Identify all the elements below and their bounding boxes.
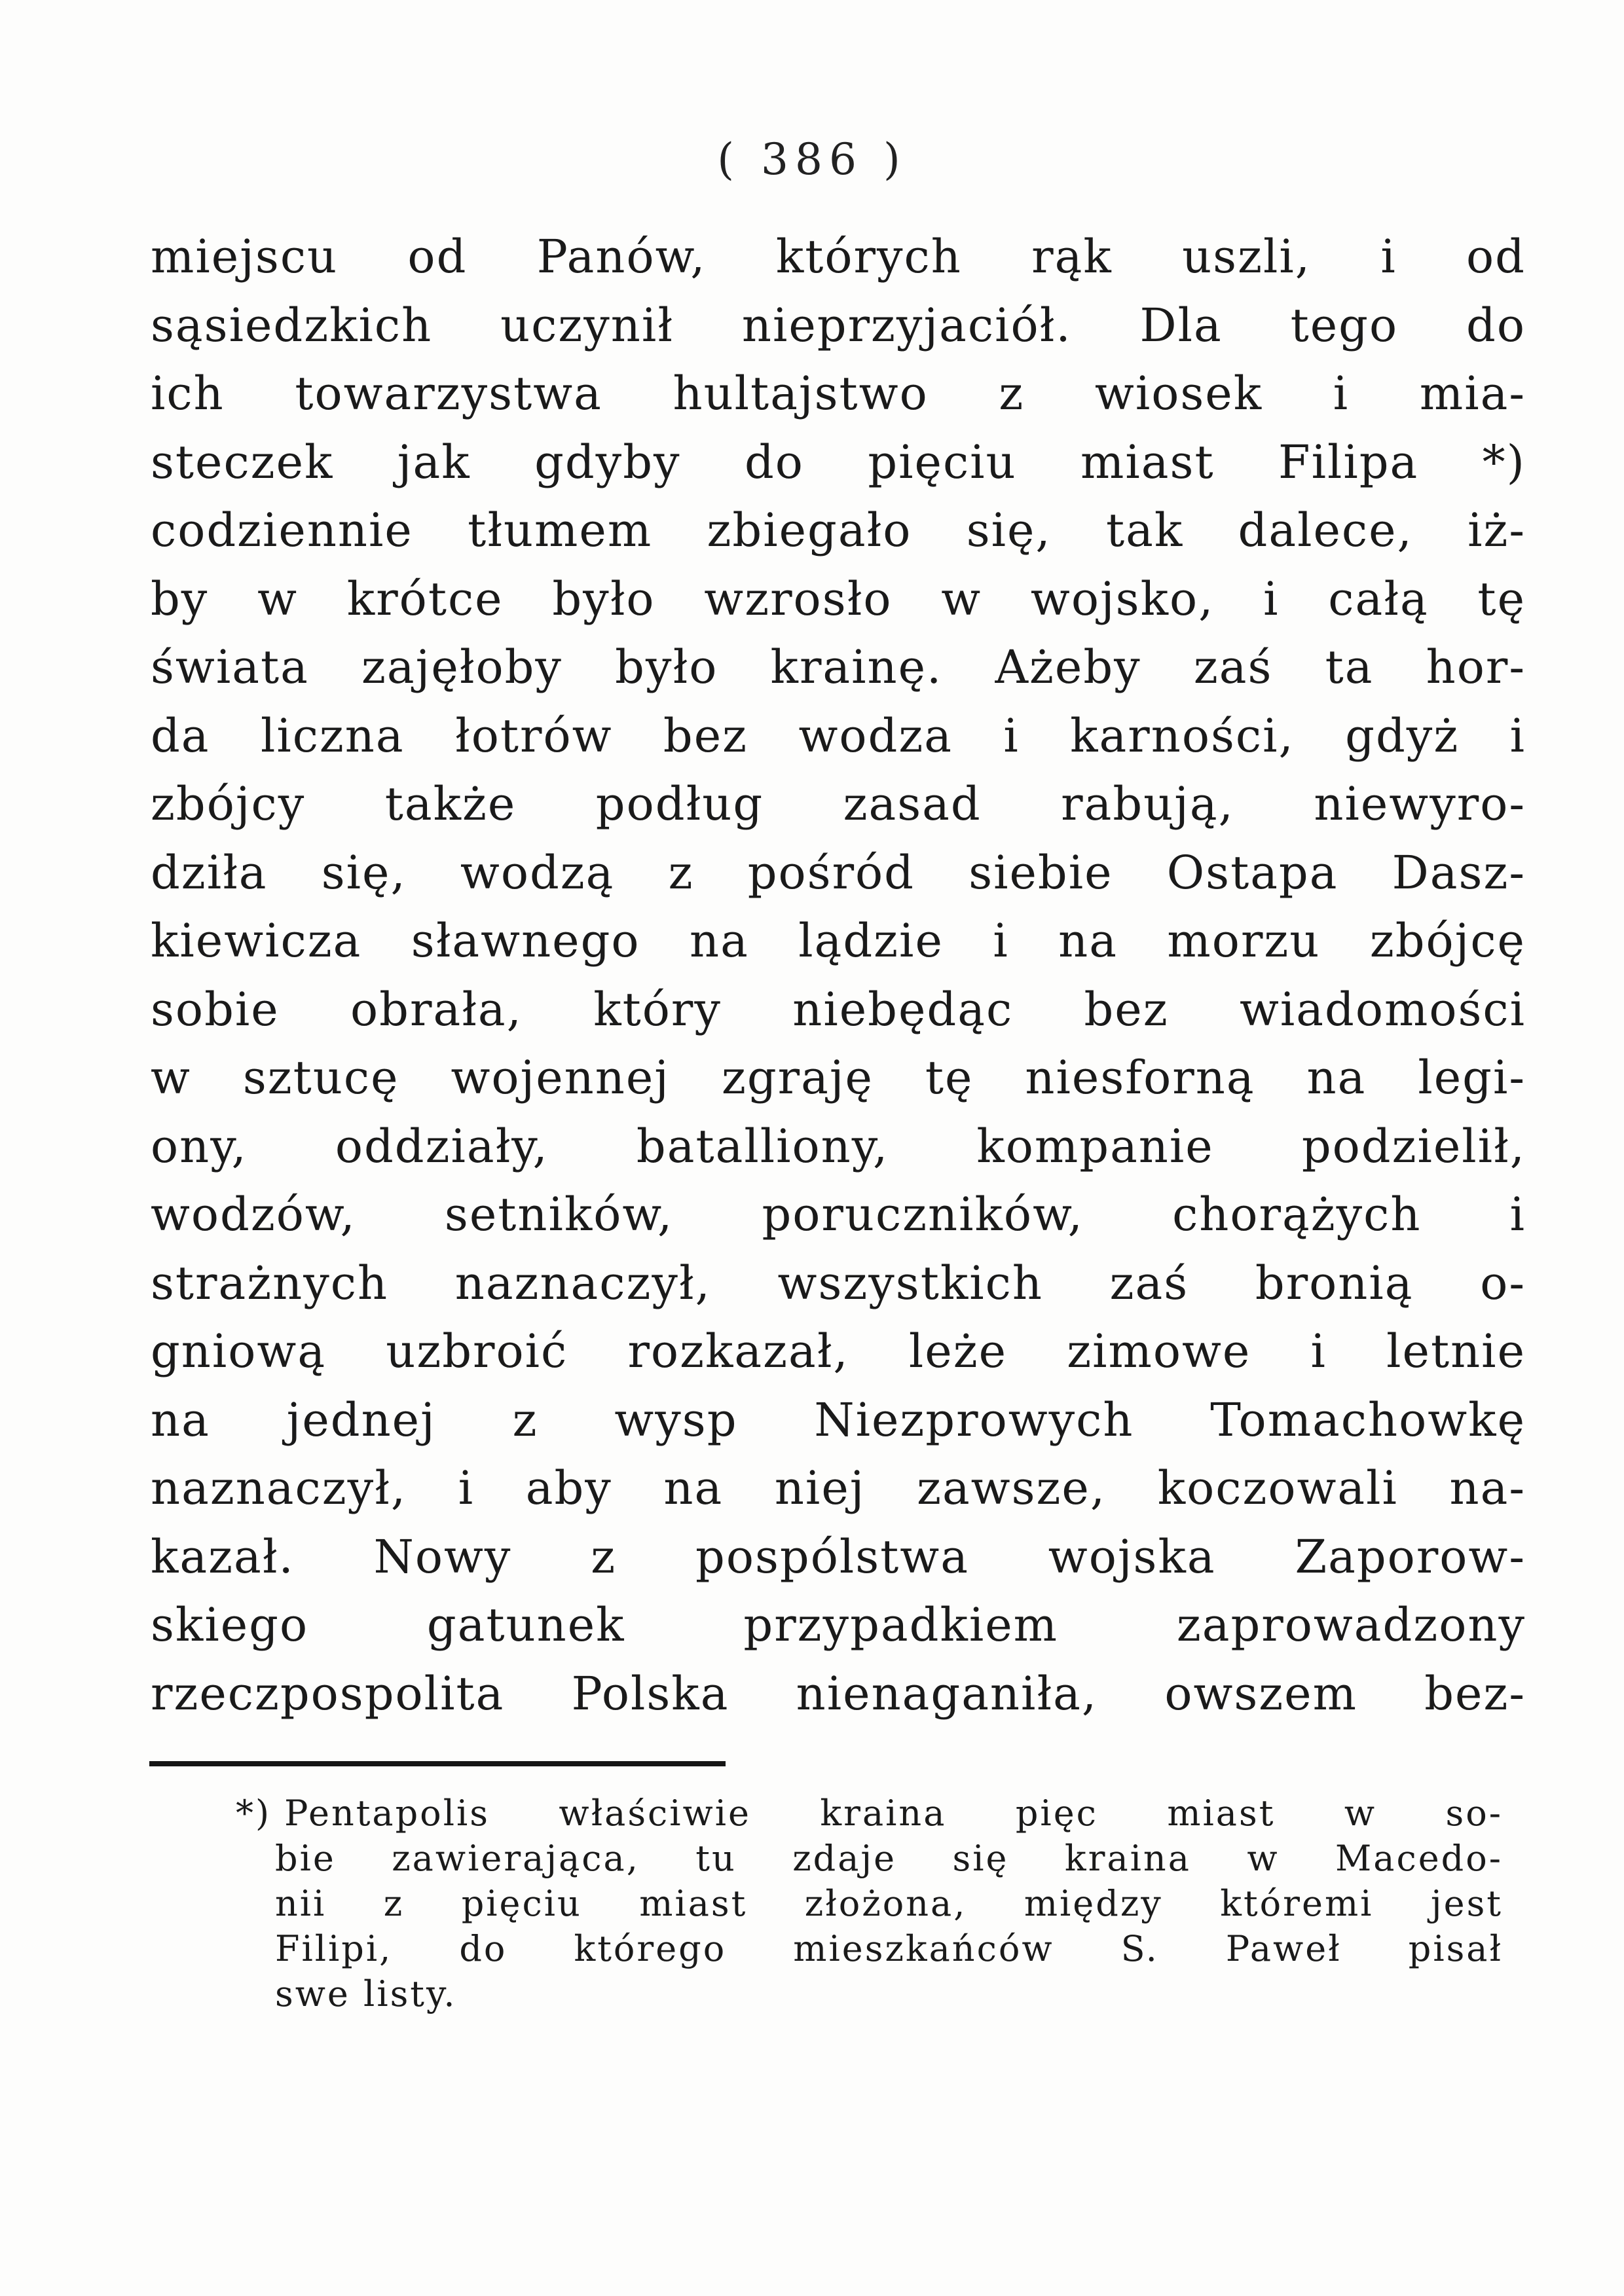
body-line: wodzów, setników, poruczników, chorążych i <box>151 1188 1526 1241</box>
footnote-line: swe listy. <box>275 1973 457 2014</box>
body-line: naznaczył, i aby na niej zawsze, koczowali na- <box>151 1461 1526 1515</box>
body-line: zbójcy także podług zasad rabują, niewyro- <box>151 777 1526 831</box>
footnote-divider <box>149 1761 726 1766</box>
footnote-line: Filipi, do którego mieszkańców S. Paweł pisał <box>275 1928 1503 1969</box>
body-line: rzeczpospolita Polska nienaganiła, owszem bez- <box>151 1666 1526 1721</box>
body-line: sąsiedzkich uczynił nieprzyjaciół. Dla tego do <box>151 298 1526 352</box>
footnote-line: bie zawierająca, tu zdaje się kraina w Macedo- <box>275 1838 1503 1879</box>
body-line: w sztucę wojennej zgraję tę niesforną na legi- <box>151 1051 1526 1104</box>
body-line: miejscu od Panów, których rąk uszli, i od <box>151 230 1526 283</box>
footnote <box>236 1791 1503 2016</box>
page-number: ( 386 ) <box>717 134 907 185</box>
body-line: steczek jak gdyby do pięciu miast Filipa *) <box>151 435 1526 489</box>
body-line: da liczna łotrów bez wodza i karności, gdyż i <box>151 708 1526 763</box>
body-line: skiego gatunek przypadkiem zaprowadzony <box>151 1598 1526 1652</box>
body-line: by w krótce było wzrosło w wojsko, i całą tę <box>151 572 1526 626</box>
body-line: na jednej z wysp Niezprowych Tomachowkę <box>151 1393 1526 1447</box>
footnote-marker: *) <box>236 1793 272 1834</box>
body-line: ony, oddziały, batalliony, kompanie podzielił, <box>151 1119 1526 1173</box>
footnote-line-text: Pentapolis właściwie kraina pięc miast w so- <box>284 1793 1503 1834</box>
body-line: codziennie tłumem zbiegało się, tak dalece, iż- <box>151 503 1526 557</box>
body-line: sobie obrała, który niebędąc bez wiadomości <box>151 982 1526 1036</box>
footnote-line: nii z pięciu miast złożona, między któremi jest <box>275 1883 1503 1924</box>
body-line: kazał. Nowy z pospólstwa wojska Zaporow- <box>151 1529 1526 1584</box>
body-line: gniową uzbroić rozkazał, leże zimowe i letnie <box>151 1324 1526 1378</box>
body-line: ich towarzystwa hultajstwo z wiosek i mia- <box>151 367 1526 420</box>
body-line: dziła się, wodzą z pośród siebie Ostapa Dasz- <box>151 845 1526 900</box>
body-line: strażnych naznaczył, wszystkich zaś bronią o- <box>151 1256 1526 1310</box>
body-text <box>151 223 1526 1728</box>
footnote-line <box>236 1791 1503 1836</box>
body-line: świata zajęłoby było krainę. Ażeby zaś ta hor- <box>151 640 1526 694</box>
body-line: kiewicza sławnego na lądzie i na morzu zbójcę <box>151 914 1526 968</box>
